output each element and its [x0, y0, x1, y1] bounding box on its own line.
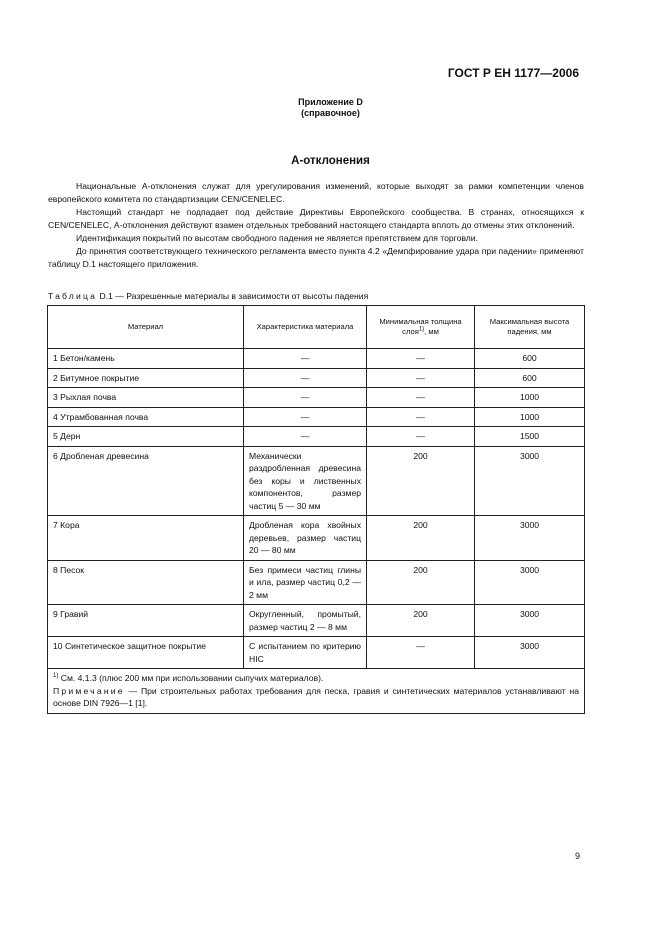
cell-material: 9 Гравий [48, 605, 244, 637]
cell-thickness: — [367, 349, 475, 369]
cell-material: 10 Синтетическое защитное покрытие [48, 637, 244, 669]
cell-material: 3 Рыхлая почва [48, 388, 244, 408]
footnote-ref: 1) [418, 326, 425, 333]
table-row [48, 388, 585, 408]
cell-thickness: 200 [367, 446, 475, 516]
cell-height: 3000 [475, 637, 585, 669]
cell-thickness: 200 [367, 560, 475, 605]
table-note [53, 685, 579, 710]
paragraph: Идентификация покрытий по высотам свободного падения не является препятствием для торговли. [76, 233, 478, 243]
table-row [48, 605, 585, 637]
cell-thickness: — [367, 427, 475, 447]
table-row [48, 637, 585, 669]
cell-thickness: 200 [367, 516, 475, 561]
cell-characteristic: Округленный, промытый, размер частиц 2 — 8 мм [244, 605, 367, 637]
header-material: Материал [48, 306, 244, 349]
cell-height: 600 [475, 349, 585, 369]
document-code: ГОСТ Р ЕН 1177—2006 [447, 66, 579, 80]
cell-characteristic: — [244, 388, 367, 408]
annex-heading [0, 97, 661, 119]
table-caption [48, 291, 368, 301]
cell-thickness: — [367, 637, 475, 669]
cell-material: 4 Утрамбованная почва [48, 407, 244, 427]
cell-characteristic: — [244, 407, 367, 427]
footnote-text: См. 4.1.3 (плюс 200 мм при использовании сыпучих материалов). [58, 673, 324, 683]
table-footnote [53, 672, 579, 685]
table-caption-word: Таблица [48, 291, 98, 301]
cell-height: 3000 [475, 516, 585, 561]
cell-height: 3000 [475, 605, 585, 637]
footnote-mark: 1) [53, 673, 59, 680]
header-characteristic: Характеристика материала [244, 306, 367, 349]
cell-thickness: — [367, 388, 475, 408]
table-caption-text: D.1 — Разрешенные материалы в зависимости от высоты падения [97, 291, 369, 301]
cell-height: 1000 [475, 407, 585, 427]
cell-height: 3000 [475, 560, 585, 605]
cell-material: 5 Дерн [48, 427, 244, 447]
header-max-height: Максимальная высота падения, мм [475, 306, 585, 349]
cell-material: 7 Кора [48, 516, 244, 561]
table-footnote-row [48, 669, 585, 714]
cell-height: 1500 [475, 427, 585, 447]
table-row [48, 446, 585, 516]
cell-characteristic: — [244, 368, 367, 388]
header-min-thickness-unit: , мм [424, 327, 439, 336]
page-number: 9 [574, 851, 580, 861]
cell-material: 6 Дробленая древесина [48, 446, 244, 516]
paragraph: До принятия соответствующего технического регламента вместо пункта 4.2 «Демпфирование удара при падении» применяют таблицу D.1 настоящего приложения. [48, 246, 584, 269]
annex-title: Приложение D [298, 97, 363, 107]
cell-thickness: — [367, 368, 475, 388]
cell-height: 600 [475, 368, 585, 388]
cell-characteristic: С испытанием по критерию HIC [244, 637, 367, 669]
table-row [48, 407, 585, 427]
cell-material: 2 Битумное покрытие [48, 368, 244, 388]
header-min-thickness-text: Минимальная толщина слоя [379, 317, 462, 336]
paragraph: Настоящий стандарт не подпадает под действие Директивы Европейского сообщества. В странах, относящихся к CEN/CENELEC, А-отклонения действуют взамен отдельных требований настоящего стандарта вплоть до отмены этих отклонений. [48, 207, 584, 230]
table-footnote-cell [48, 669, 585, 714]
cell-characteristic: — [244, 427, 367, 447]
cell-characteristic: — [244, 349, 367, 369]
section-title: А-отклонения [291, 155, 370, 167]
cell-height: 3000 [475, 446, 585, 516]
cell-material: 8 Песок [48, 560, 244, 605]
cell-thickness: 200 [367, 605, 475, 637]
cell-characteristic: Дробленая кора хвойных деревьев, размер частиц 20 — 80 мм [244, 516, 367, 561]
table-row [48, 427, 585, 447]
table-row [48, 349, 585, 369]
cell-thickness: — [367, 407, 475, 427]
table-row [48, 516, 585, 561]
annex-subtitle: (справочное) [301, 108, 360, 118]
cell-height: 1000 [475, 388, 585, 408]
table-header-row [48, 306, 585, 349]
note-text: — При строительных работах требования для песка, гравия и синтетических материалов устанавливают на основе DIN 7926—1 [1]. [53, 685, 579, 708]
paragraph: Национальные А-отклонения служат для урегулирования изменений, которые выходят за рамки компетенции членов европейского комитета по стандартизации CEN/CENELEC. [48, 181, 584, 204]
table-row [48, 560, 585, 605]
cell-material: 1 Бетон/камень [48, 349, 244, 369]
note-word: Примечание [53, 685, 125, 696]
header-min-thickness [367, 306, 475, 349]
cell-characteristic: Механически раздробленная древесина без коры и лиственных компонентов, размер частиц 5 — 30 мм [244, 446, 367, 516]
materials-table [47, 305, 585, 714]
table-row [48, 368, 585, 388]
cell-characteristic: Без примеси частиц глины и ила, размер частиц 0,2 — 2 мм [244, 560, 367, 605]
body-text [48, 180, 584, 271]
